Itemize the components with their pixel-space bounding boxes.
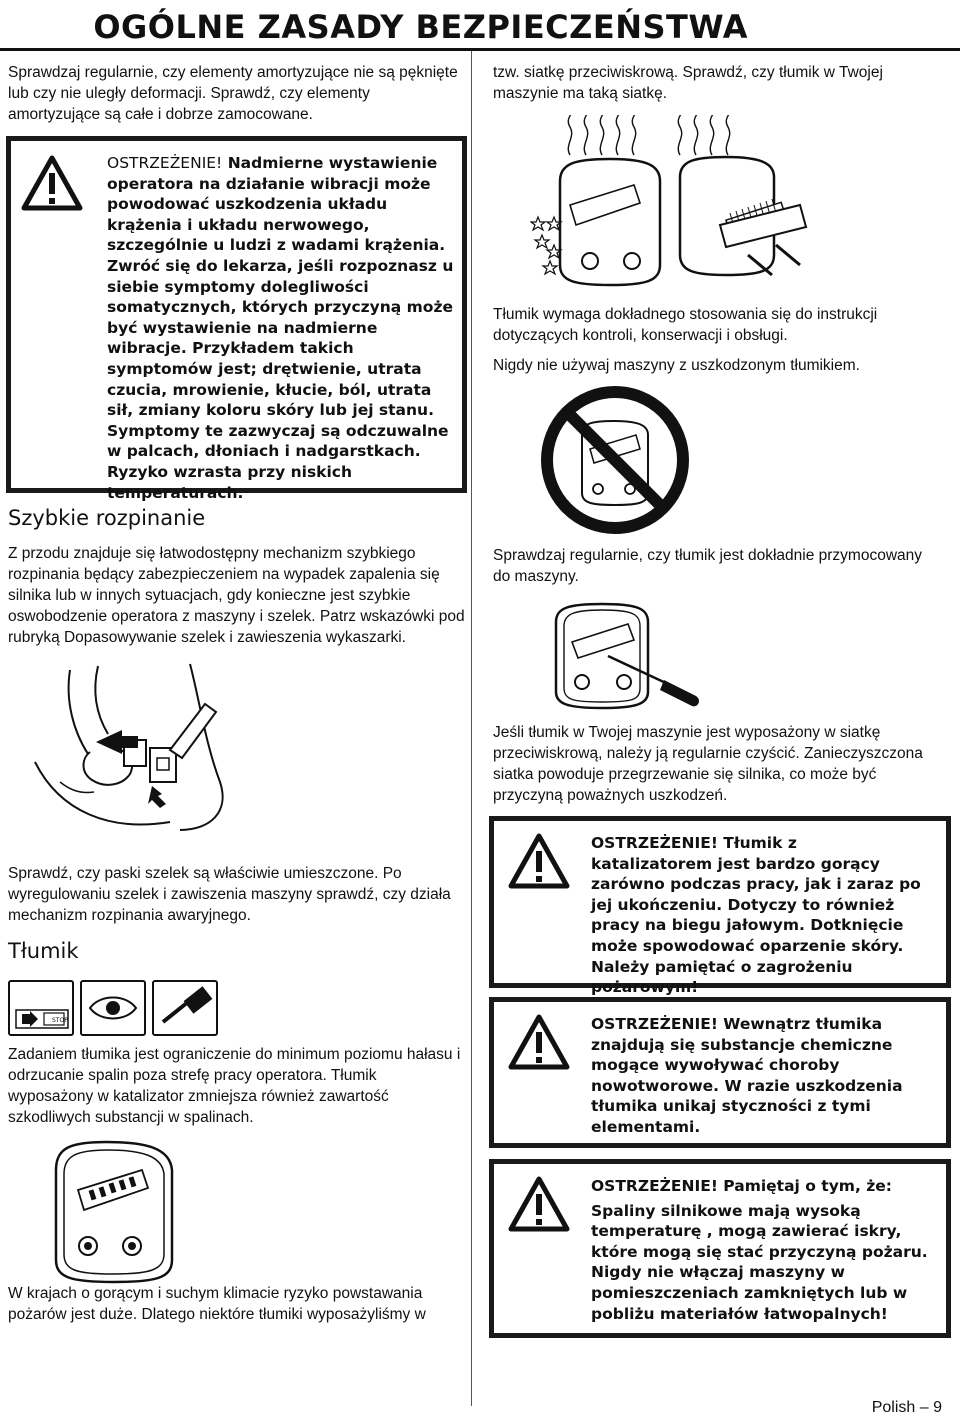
- warning-label: OSTRZEŻENIE!: [107, 154, 223, 172]
- warning-text: Nadmierne wystawienie operatora na działanie wibracji może powodować uszkodzenia układu krążenia i układu nerwowego, szczególnie u ludzi z wadami krążenia. Zwróć się do lekarza, jeśli rozpoznasz u siebie symptomy dolegliwości somatycznych, których przyczyną może być wystawienie na nadmierne wibracje. Przykładem takich symptomów jest; drętwienie, utrata czucia, mrowienie, kłucie, ból, utrata sił, zmiany koloru skóry lub jej stanu. Symptomy te zazwyczaj są odczuwalne w palcach, dłoniach i nadgarstkach. Ryzyko wzrasta przy niskich temperaturach.: [107, 154, 454, 502]
- warning-triangle-icon: [508, 1176, 570, 1232]
- warning-label: OSTRZEŻENIE! Pamiętaj o tym, że:: [591, 1177, 892, 1195]
- warning-box-chemicals: [489, 997, 951, 1148]
- muffler-illustration: [46, 1140, 186, 1285]
- icon-row: [8, 980, 220, 1036]
- warning-text: OSTRZEŻENIE! Wewnątrz tłumika znajdują się substancje chemiczne mogące wywoływać choroby nowotworowe. W razie uszkodzenia tłumika unikaj styczności z tymi elementami.: [591, 1015, 903, 1136]
- warning-triangle-icon: [508, 1014, 570, 1070]
- instructions-paragraph: Tłumik wymaga dokładnego stosowania się do instrukcji dotyczących kontroli, konserwacji i obsługi.: [493, 306, 878, 344]
- warning-triangle-icon: [508, 833, 570, 889]
- harness-check-paragraph: Sprawdź, czy paski szelek są właściwie umieszczone. Po wyregulowaniu szelek i zawiszenia maszyny sprawdź, czy działa mechanizm rozpinania awaryjnego.: [8, 865, 451, 924]
- never-damaged-paragraph: Nigdy nie używaj maszyny z uszkodzonym tłumikiem.: [493, 357, 860, 374]
- warning-box-hot-catalyst: [489, 816, 951, 997]
- damaged-muffler-prohibited-icon: [540, 385, 690, 535]
- quick-release-illustration: [30, 662, 260, 832]
- stop-icon-label: STOP: [52, 1017, 68, 1024]
- muffler-paragraph: Zadaniem tłumika jest ograniczenie do minimum poziomu hałasu i odrzucanie spalin poza strefę pracy operatora. Tłumik wyposażony w katalizator zmniejsza również zawartość szkodliwych substancji w spalinach.: [8, 1046, 461, 1126]
- warning-box-exhaust-fire: [489, 1159, 951, 1338]
- page-number: Polish – 9: [871, 1399, 942, 1416]
- spark-screen-paragraph: tzw. siatkę przeciwiskrową. Sprawdź, czy tłumik w Twojej maszynie ma taką siatkę.: [493, 64, 883, 102]
- clean-screen-paragraph: Jeśli tłumik w Twojej maszynie jest wyposażony w siatkę przeciwiskrową, należy ją regularnie czyścić. Zanieczyszczona siatka powoduje przegrzewanie się silnika, co może być przyczyną poważnych uszkodzeń.: [493, 724, 923, 804]
- screwdriver-illustration: [548, 600, 708, 710]
- section-heading-muffler: Tłumik: [8, 939, 79, 963]
- intro-paragraph: Sprawdzaj regularnie, czy elementy amortyzujące nie są pęknięte lub czy nie uległy deformacji. Sprawdź, czy elementy amortyzujące są całe i dobrze zamocowane.: [8, 64, 458, 123]
- page-title: OGÓLNE ZASADY BEZPIECZEŃSTWA: [93, 8, 748, 46]
- warning-box-vibration: [6, 136, 467, 502]
- warning-text: Spaliny silnikowe mają wysoką temperaturę , mogą zawierać iskry, które mogą się stać przyczyną pożaru. Nigdy nie włączaj maszyny w pomieszczeniach zamkniętych lub w pobliżu materiałów łatwopalnych!: [591, 1201, 928, 1323]
- column-divider: [471, 51, 472, 1406]
- hot-climate-paragraph: W krajach o gorącym i suchym klimacie ryzyko powstawania pożarów jest duże. Dlatego niektóre tłumiki wyposażyliśmy w: [8, 1285, 426, 1323]
- warning-text: OSTRZEŻENIE! Tłumik z katalizatorem jest bardzo gorący zarówno podczas pracy, jak i zaraz po jej ukończeniu. Dotyczy to również pracy na biegu jałowym. Dotknięcie może spowodować oparzenie skóry. Należy pamiętać o zagrożeniu pożarowym!: [591, 834, 921, 997]
- quick-release-paragraph: Z przodu znajduje się łatwodostępny mechanizm szybkiego rozpinania będący zabezpieczeniem na wypadek zapalenia się silnika lub w innych sytuacjach, gdy konieczne jest szybkie oswobodzenie operatora z maszyny i szelek. Patrz wskazówki pod rubryką Dopasowywanie szelek i zawieszenia wykaszarki.: [8, 545, 465, 646]
- check-attached-paragraph: Sprawdzaj regularnie, czy tłumik jest dokładnie przymocowany do maszyny.: [493, 547, 923, 585]
- title-rule: [0, 48, 960, 51]
- section-heading-quick-release: Szybkie rozpinanie: [8, 506, 206, 530]
- spark-screen-illustration: [530, 115, 830, 295]
- warning-triangle-icon: [21, 155, 83, 211]
